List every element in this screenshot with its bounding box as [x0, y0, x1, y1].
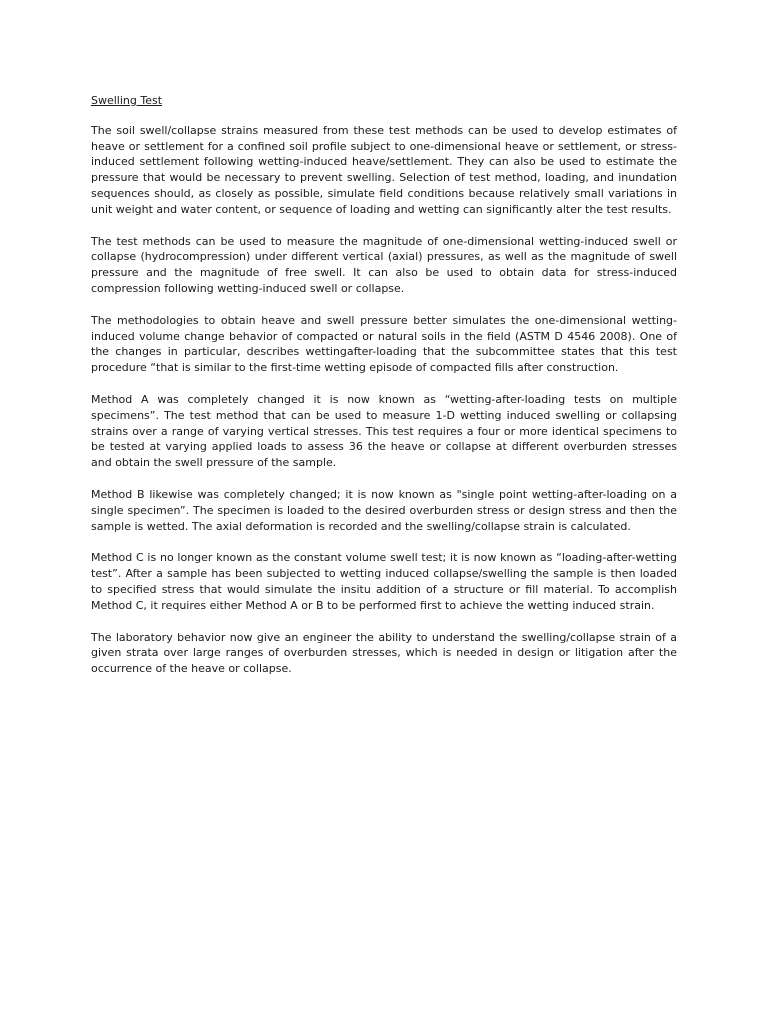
paragraph-2: The test methods can be used to measure the magnitude of one-dimensional wetting-induced swell or collapse (hydrocompression) under different vertical (axial) pressures, as well as the magnitude of swell pressure and the magnitude of free swell. It can also be used to obtain data for stress-induced compression following wetting-induced swell or collapse. [91, 234, 677, 295]
paragraph-4: Method A was completely changed it is now known as “wetting-after-loading tests on multiple specimens”. The test method that can be used to measure 1-D wetting induced swelling or collapsing strains over a range of varying vertical stresses. This test requires a four or more identical specimens to be tested at varying applied loads to assess 36 the heave or collapse at different overburden stresses and obtain the swell pressure of the sample. [91, 392, 677, 470]
paragraph-7: The laboratory behavior now give an engineer the ability to understand the swelling/collapse strain of a given strata over large ranges of overburden stresses, which is needed in design or litigation after the occurrence of the heave or collapse. [91, 630, 677, 676]
paragraph-1: The soil swell/collapse strains measured from these test methods can be used to develop estimates of heave or settlement for a confined soil profile subject to one-dimensional heave or settlement, or stress-induced settlement following wetting-induced heave/settlement. They can also be used to estimate the pressure that would be necessary to prevent swelling. Selection of test method, loading, and inundation sequences should, as closely as possible, simulate field conditions because relatively small variations in unit weight and water content, or sequence of loading and wetting can significantly alter the test results. [91, 123, 677, 216]
document-body [91, 93, 677, 693]
paragraph-6: Method C is no longer known as the constant volume swell test; it is now known as “loading-after-wetting test”. After a sample has been subjected to wetting induced collapse/swelling the sample is then loaded to specified stress that would simulate the insitu addition of a structure or fill material. To accomplish Method C, it requires either Method A or B to be performed first to achieve the wetting induced strain. [91, 551, 677, 612]
paragraph-3: The methodologies to obtain heave and swell pressure better simulates the one-dimensional wetting-induced volume change behavior of compacted or natural soils in the field (ASTM D 4546 2008). One of the changes in particular, describes wettingafter-loading that the subcommittee states that this test procedure “that is similar to the first-time wetting episode of compacted fills after construction. [91, 313, 677, 375]
paragraph-5: Method B likewise was completely changed; it is now known as "single point wetting-after-loading on a single specimen”. The specimen is loaded to the desired overburden stress or design stress and then the sample is wetted. The axial deformation is recorded and the swelling/collapse strain is calculated. [91, 487, 677, 533]
section-heading: Swelling Test [91, 94, 163, 107]
